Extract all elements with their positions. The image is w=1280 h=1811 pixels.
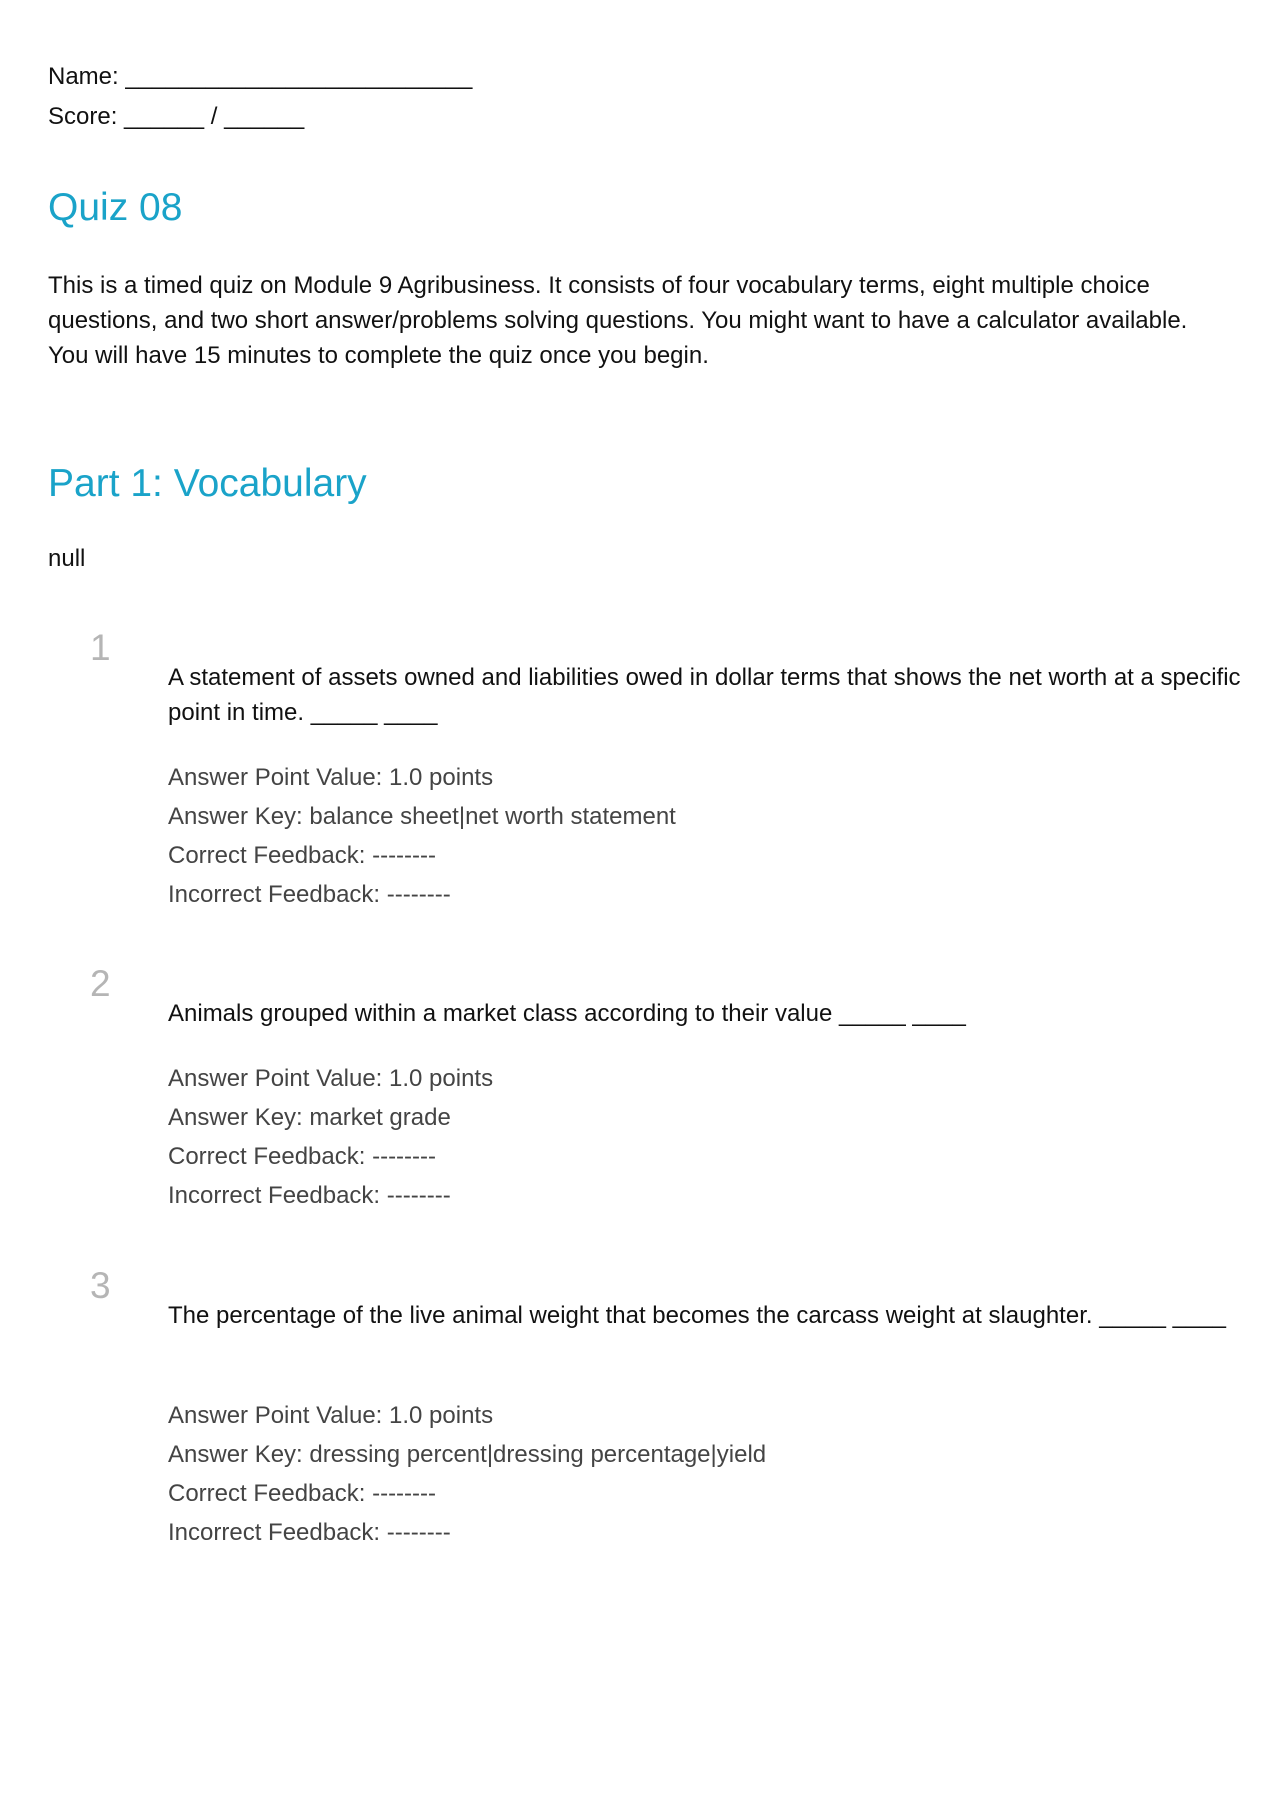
correct-feedback: Correct Feedback: -------- — [168, 1143, 437, 1170]
question-answer-details — [168, 758, 1168, 914]
incorrect-feedback: Incorrect Feedback: -------- — [168, 1519, 451, 1546]
section-heading-vocabulary: Part 1: Vocabulary — [48, 462, 367, 505]
correct-feedback: Correct Feedback: -------- — [168, 842, 437, 869]
answer-key: Answer Key: market grade — [168, 1104, 451, 1131]
answer-point-value: Answer Point Value: 1.0 points — [168, 1402, 494, 1429]
section-description: null — [48, 545, 86, 572]
answer-key: Answer Key: dressing percent|dressing percentage|yield — [168, 1441, 767, 1468]
name-field-line: Name: __________________________ — [48, 63, 473, 90]
question-answer-details — [168, 1396, 1168, 1552]
question-text: Animals grouped within a market class according to their value _____ ____ — [168, 1000, 966, 1027]
question-number: 1 — [90, 627, 111, 668]
score-field-line: Score: ______ / ______ — [48, 103, 305, 130]
answer-point-value: Answer Point Value: 1.0 points — [168, 1065, 494, 1092]
correct-feedback: Correct Feedback: -------- — [168, 1480, 437, 1507]
question-text: A statement of assets owned and liabilities owed in dollar terms that shows the net worth at a specific point in time. _____ ____ — [168, 664, 1241, 726]
quiz-intro-paragraph: This is a timed quiz on Module 9 Agribusiness. It consists of four vocabulary terms, eight multiple choice questions, and two short answer/problems solving questions. You might want to have a calculator available. You will have 15 minutes to complete the quiz once you begin. — [48, 272, 1188, 369]
question-number: 3 — [90, 1265, 111, 1306]
question-text: The percentage of the live animal weight that becomes the carcass weight at slaughter. _____ ____ — [168, 1302, 1226, 1329]
answer-key: Answer Key: balance sheet|net worth statement — [168, 803, 676, 830]
incorrect-feedback: Incorrect Feedback: -------- — [168, 881, 451, 908]
question-number: 2 — [90, 963, 111, 1004]
question-answer-details — [168, 1059, 1168, 1215]
incorrect-feedback: Incorrect Feedback: -------- — [168, 1182, 451, 1209]
page-title: Quiz 08 — [48, 186, 183, 229]
answer-point-value: Answer Point Value: 1.0 points — [168, 764, 494, 791]
